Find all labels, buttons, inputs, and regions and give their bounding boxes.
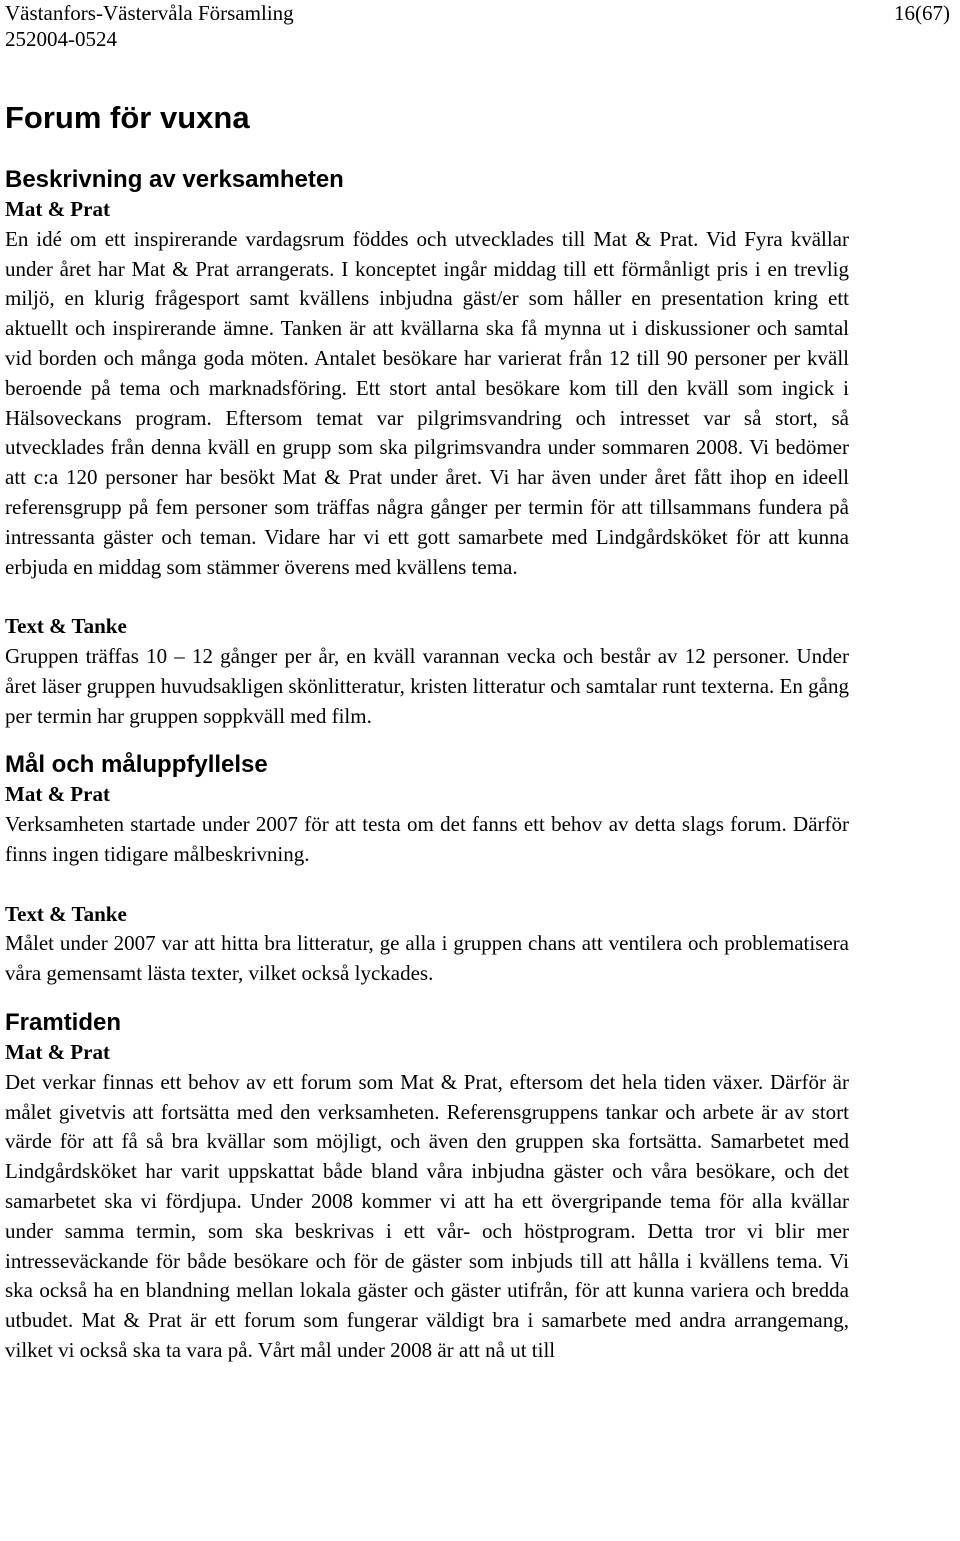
paragraph-mat-prat-goals: Verksamheten startade under 2007 för att testa om det fanns ett behov av detta slags forum. Därför finns ingen tidigare målbeskrivning. xyxy=(5,812,849,866)
page-title: Forum för vuxna xyxy=(5,100,250,135)
paragraph-mat-prat-description: En idé om ett inspirerande vardagsrum föddes och utvecklades till Mat & Prat. Vid Fyra kvällar under året har Mat & Prat arrangerats. I konceptet ingår middag till ett förmånligt pris i en trevlig miljö, en klurig frågesport samt kvällens inbjudna gäst/er som håller en presentation kring ett aktuellt och inspirerande ämne. Tanken är att kvällarna ska få mynna ut i diskussioner och samtal vid borden och många goda möten. Antalet besökare har varierat från 12 till 90 personer per kväll beroende på tema och marknadsföring. Ett stort antal besökare kom till den kväll som ingick i Hälsoveckans program. Eftersom temat var pilgrimsvandring och intresset var så stort, så utvecklades från denna kväll en grupp som ska pilgrimsvandra under sommaren 2008. Vi bedömer att c:a 120 personer har besökt Mat & Prat under året. Vi har även under året fått ihop en ideell referensgrupp på fem personer som träffas några gånger per termin för att tillsammans fundera på intressanta gäster och teman. Vidare har vi ett gott samarbete med Lindgårdsköket för att kunna erbjuda en middag som stämmer överens med kvällens tema. xyxy=(5,226,849,579)
paragraph-text-tanke-goals: Målet under 2007 var att hitta bra litteratur, ge alla i gruppen chans att ventilera och problematisera våra gemensamt lästa texter, vilket också lyckades. xyxy=(5,931,849,986)
subheading-text-tanke: Text & Tanke xyxy=(5,901,127,926)
document-id: 252004-0524 xyxy=(5,27,117,51)
page-number: 16(67) xyxy=(894,1,950,25)
paragraph-text-tanke-description: Gruppen träffas 10 – 12 gånger per år, en kväll varannan vecka och består av 12 personer. Under året läser gruppen huvudsakligen skönlitteratur, kristen litteratur och samtalar runt texterna. En gång per termin har gruppen soppkväll med film. xyxy=(5,643,849,728)
section-heading-description: Beskrivning av verksamheten xyxy=(5,166,344,193)
section-heading-future: Framtiden xyxy=(5,1008,122,1036)
section-heading-goals: Mål och måluppfyllelse xyxy=(5,751,268,779)
document-page xyxy=(5,0,950,1366)
subheading-text-tanke: Text & Tanke xyxy=(5,614,127,639)
paragraph-mat-prat-future: Det verkar finnas ett behov av ett forum som Mat & Prat, eftersom det hela tiden växer. Därför är målet givetvis att fortsätta med den verksamheten. Referensgruppens tankar och arbete är av stort värde för att få så bra kvällar som möjligt, och även den gruppen ska fortsätta. Samarbetet med Lindgårdsköket har varit uppskattat både bland våra inbjudna gäster och våra besökare, och det samarbetet ska vi fördjupa. Under 2008 kommer vi att ha ett övergripande tema för alla kvällar under samma termin, som ska beskrivas i ett vår- och höstprogram. Detta tror vi blir mer intresseväckande för både besökare och för de gäster som inbjuds till att hålla i kvällens tema. Vi ska också ha en blandning mellan lokala gäster och gäster utifrån, för att kunna variera och bredda utbudet. Mat & Prat är ett forum som fungerar väldigt bra i samarbete med andra arrangemang, vilket vi också ska ta vara på. Vårt mål under 2008 är att nå ut till xyxy=(5,1069,849,1362)
page-header xyxy=(5,0,950,52)
subheading-mat-prat: Mat & Prat xyxy=(5,782,110,807)
organization-name: Västanfors-Västervåla Församling xyxy=(5,1,294,25)
subheading-mat-prat: Mat & Prat xyxy=(5,197,110,221)
subheading-mat-prat: Mat & Prat xyxy=(5,1039,110,1064)
